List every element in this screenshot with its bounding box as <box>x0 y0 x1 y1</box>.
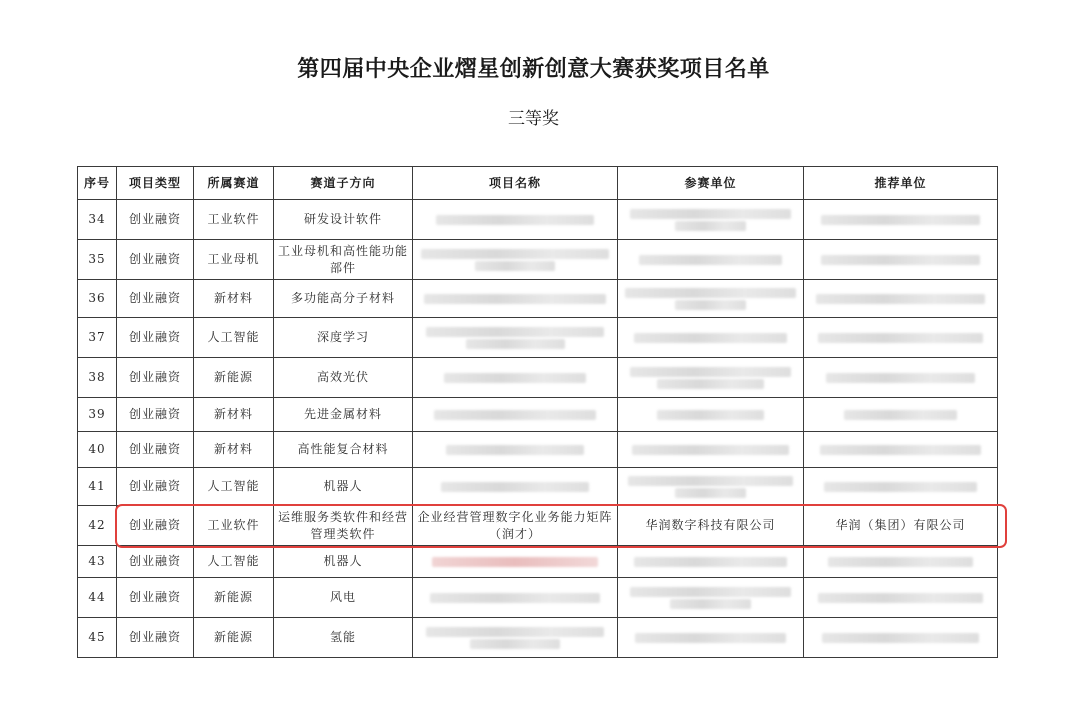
cell-project-name-redacted <box>413 200 618 240</box>
cell-unit-redacted <box>618 618 804 658</box>
cell-track: 新材料 <box>194 432 274 468</box>
cell-no: 35 <box>78 240 117 280</box>
cell-project-name-redacted <box>413 578 618 618</box>
cell-type: 创业融资 <box>117 618 194 658</box>
cell-no: 41 <box>78 468 117 506</box>
cell-project-name-redacted <box>413 398 618 432</box>
cell-subdirection: 工业母机和高性能功能部件 <box>274 240 413 280</box>
cell-type: 创业融资 <box>117 432 194 468</box>
cell-type: 创业融资 <box>117 468 194 506</box>
table-row <box>78 618 998 658</box>
cell-type: 创业融资 <box>117 358 194 398</box>
cell-subdirection: 机器人 <box>274 468 413 506</box>
table-header-row <box>78 167 998 200</box>
cell-subdirection: 高性能复合材料 <box>274 432 413 468</box>
table-row <box>78 398 998 432</box>
header-no: 序号 <box>78 167 117 200</box>
cell-unit-redacted <box>618 398 804 432</box>
header-recommender: 推荐单位 <box>804 167 998 200</box>
cell-subdirection: 高效光伏 <box>274 358 413 398</box>
cell-recommender-redacted <box>804 200 998 240</box>
header-track: 所属赛道 <box>194 167 274 200</box>
cell-project-name-redacted <box>413 318 618 358</box>
cell-unit-redacted <box>618 546 804 578</box>
cell-subdirection: 风电 <box>274 578 413 618</box>
header-project-name: 项目名称 <box>413 167 618 200</box>
document-title: 第四届中央企业熠星创新创意大赛获奖项目名单 <box>297 56 770 82</box>
cell-unit-redacted <box>618 468 804 506</box>
cell-subdirection: 多功能高分子材料 <box>274 280 413 318</box>
cell-track: 新能源 <box>194 578 274 618</box>
cell-project-name-redacted <box>413 618 618 658</box>
cell-recommender-redacted <box>804 468 998 506</box>
table-row <box>78 318 998 358</box>
table-row <box>78 468 998 506</box>
cell-recommender-redacted <box>804 398 998 432</box>
cell-type: 创业融资 <box>117 280 194 318</box>
cell-track: 新材料 <box>194 280 274 318</box>
cell-unit-redacted <box>618 280 804 318</box>
cell-track: 工业软件 <box>194 506 274 546</box>
header-type: 项目类型 <box>117 167 194 200</box>
cell-recommender-redacted <box>804 318 998 358</box>
table-row <box>78 280 998 318</box>
cell-type: 创业融资 <box>117 318 194 358</box>
cell-no: 34 <box>78 200 117 240</box>
cell-subdirection: 先进金属材料 <box>274 398 413 432</box>
cell-recommender-redacted <box>804 280 998 318</box>
cell-track: 人工智能 <box>194 318 274 358</box>
cell-unit-redacted <box>618 318 804 358</box>
cell-type: 创业融资 <box>117 240 194 280</box>
cell-type: 创业融资 <box>117 546 194 578</box>
cell-subdirection: 研发设计软件 <box>274 200 413 240</box>
cell-unit-redacted <box>618 432 804 468</box>
cell-recommender-redacted <box>804 358 998 398</box>
cell-track: 人工智能 <box>194 468 274 506</box>
cell-no: 36 <box>78 280 117 318</box>
cell-type: 创业融资 <box>117 578 194 618</box>
cell-track: 新能源 <box>194 358 274 398</box>
cell-no: 39 <box>78 398 117 432</box>
cell-project-name-redacted <box>413 240 618 280</box>
cell-project-name-redacted <box>413 280 618 318</box>
cell-subdirection: 氢能 <box>274 618 413 658</box>
cell-type: 创业融资 <box>117 506 194 546</box>
cell-unit-redacted <box>618 240 804 280</box>
cell-unit-redacted <box>618 358 804 398</box>
table-row <box>78 200 998 240</box>
table-row-highlighted <box>78 506 998 546</box>
table-row <box>78 432 998 468</box>
cell-no: 44 <box>78 578 117 618</box>
cell-no: 42 <box>78 506 117 546</box>
cell-project-name-redacted <box>413 468 618 506</box>
cell-recommender-redacted <box>804 432 998 468</box>
award-level-heading: 三等奖 <box>508 109 559 129</box>
table-row <box>78 240 998 280</box>
cell-participant-unit: 华润数字科技有限公司 <box>618 506 804 546</box>
cell-no: 43 <box>78 546 117 578</box>
cell-recommender-redacted <box>804 578 998 618</box>
cell-project-name-redacted <box>413 546 618 578</box>
table-row <box>78 358 998 398</box>
cell-recommender-redacted <box>804 546 998 578</box>
cell-type: 创业融资 <box>117 200 194 240</box>
cell-track: 新材料 <box>194 398 274 432</box>
cell-unit-redacted <box>618 200 804 240</box>
cell-project-name-redacted <box>413 432 618 468</box>
cell-track: 新能源 <box>194 618 274 658</box>
header-subdirection: 赛道子方向 <box>274 167 413 200</box>
cell-unit-redacted <box>618 578 804 618</box>
cell-subdirection: 运维服务类软件和经营管理类软件 <box>274 506 413 546</box>
cell-track: 人工智能 <box>194 546 274 578</box>
cell-recommender: 华润（集团）有限公司 <box>804 506 998 546</box>
cell-no: 45 <box>78 618 117 658</box>
table-row <box>78 578 998 618</box>
cell-recommender-redacted <box>804 618 998 658</box>
cell-project-name-redacted <box>413 358 618 398</box>
award-list-table <box>77 166 998 658</box>
cell-type: 创业融资 <box>117 398 194 432</box>
cell-subdirection: 深度学习 <box>274 318 413 358</box>
cell-no: 40 <box>78 432 117 468</box>
cell-no: 37 <box>78 318 117 358</box>
cell-recommender-redacted <box>804 240 998 280</box>
header-participant-unit: 参赛单位 <box>618 167 804 200</box>
cell-track: 工业母机 <box>194 240 274 280</box>
table-row <box>78 546 998 578</box>
cell-project-name: 企业经营管理数字化业务能力矩阵（润才） <box>413 506 618 546</box>
cell-subdirection: 机器人 <box>274 546 413 578</box>
cell-no: 38 <box>78 358 117 398</box>
cell-track: 工业软件 <box>194 200 274 240</box>
